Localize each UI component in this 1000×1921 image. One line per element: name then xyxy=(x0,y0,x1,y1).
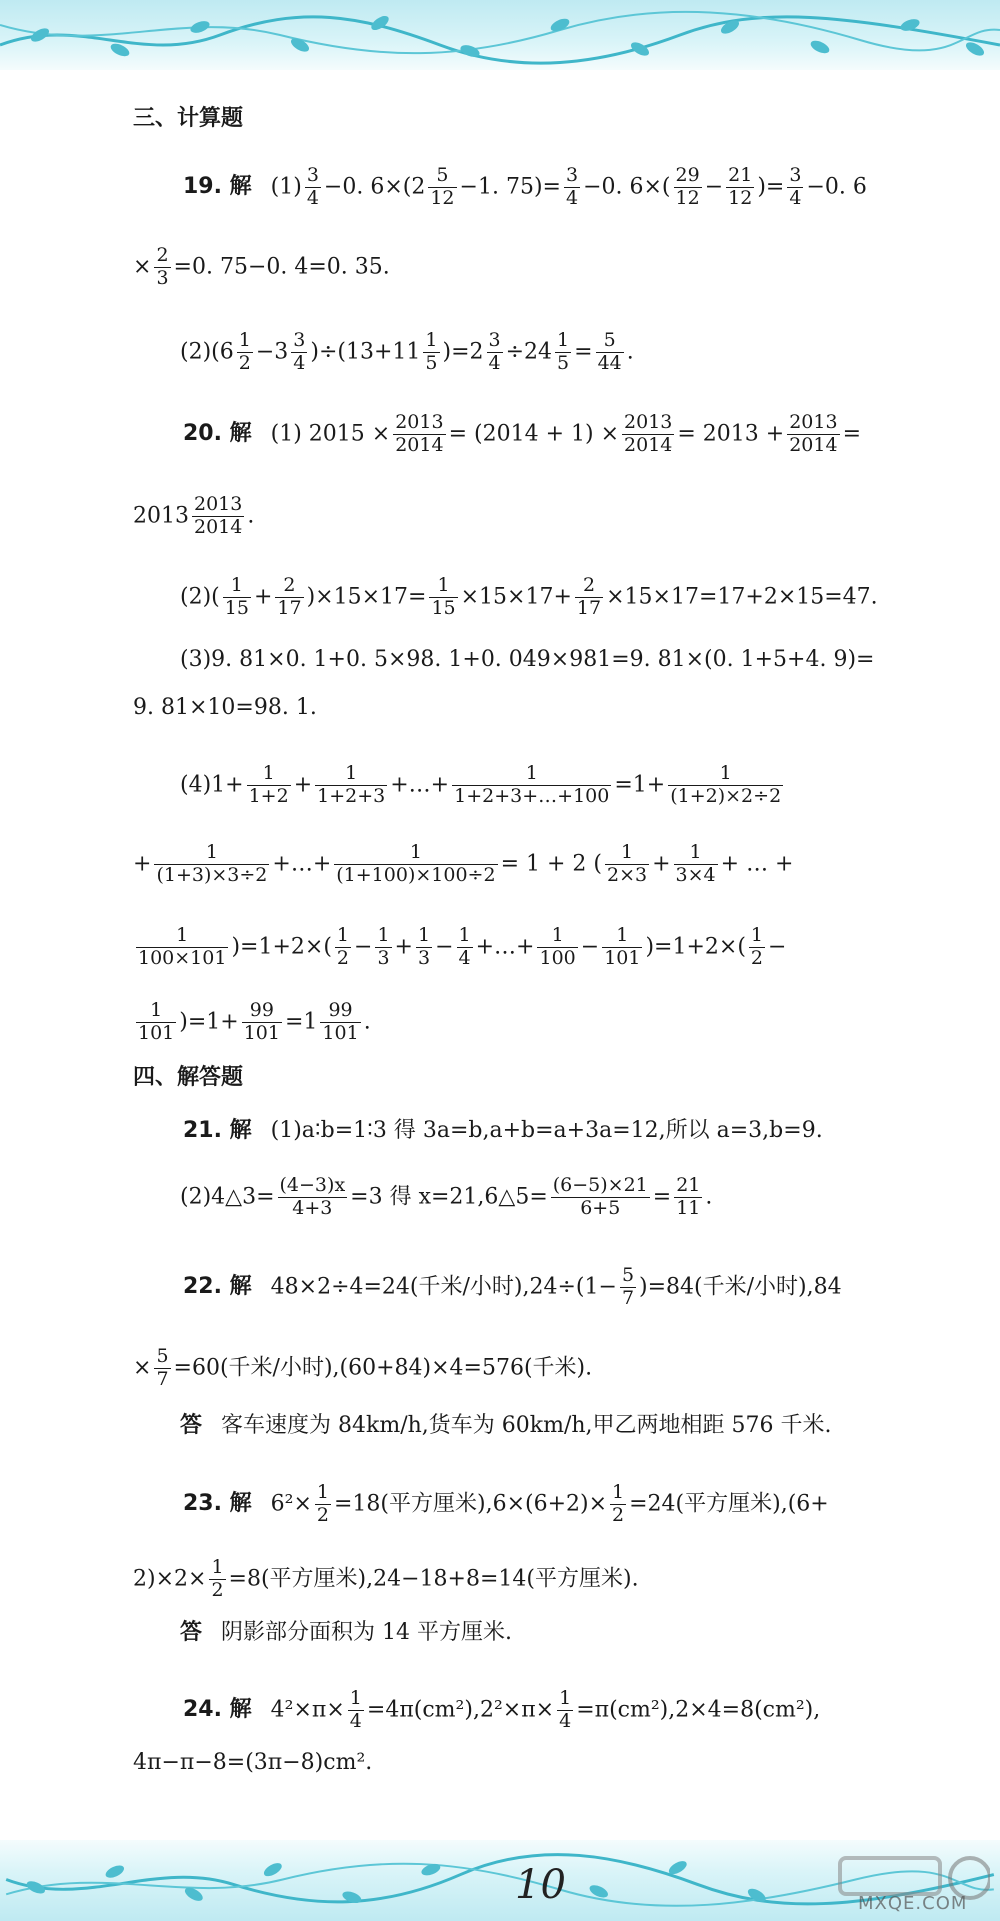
fraction: $\frac{3}{4}$ xyxy=(565,164,579,209)
q20-line-3 xyxy=(180,575,1000,620)
section-heading-answers: 四、解答题 xyxy=(133,1065,244,1090)
text-run: − xyxy=(580,934,600,960)
fraction: $\frac{5}{7}$ xyxy=(156,1345,169,1390)
section-heading-calculation: 三、计算题 xyxy=(133,106,244,131)
text-run: 6²× xyxy=(270,1491,312,1517)
fraction: $\frac{2}{17}$ xyxy=(277,574,302,619)
text-run: = 2013 + xyxy=(677,421,785,447)
q23-line-2 xyxy=(133,1557,1000,1602)
text-run: 2)×2× xyxy=(133,1566,207,1592)
fraction: $\frac{1}{2}$ xyxy=(316,1481,329,1526)
text-run: −0. 6×( xyxy=(583,174,671,200)
text-run: 客车速度为 84km/h,货车为 60km/h,甲乙两地相距 576 千米. xyxy=(221,1413,832,1438)
q24-line-2: 4π−π−8=(3π−8)cm². xyxy=(133,1750,373,1775)
fraction: $\frac{2013}{2014}$ xyxy=(624,411,673,456)
text-run: =18(平方厘米),6×(6+2)× xyxy=(333,1491,608,1517)
q20-line-2 xyxy=(133,494,1000,539)
fraction: $\frac{5}{7}$ xyxy=(621,1264,635,1309)
fraction: $\frac{2013}{2014}$ xyxy=(789,411,838,456)
text-run: −1. 75)= xyxy=(459,174,561,200)
text-run: + xyxy=(293,772,313,798)
text-run: )=84(千米/小时),84 xyxy=(639,1274,842,1300)
text-run: 4²×π× xyxy=(270,1697,345,1723)
text-run: = xyxy=(652,1184,672,1210)
fraction: $\frac{1}{101}$ xyxy=(604,924,641,969)
fraction: $\frac{1}{(1+3)\times 3\div 2}$ xyxy=(156,841,268,886)
vine-decoration-top xyxy=(0,0,1000,80)
text-run: =1 xyxy=(284,1009,318,1035)
text-run: (1) 2015 × xyxy=(270,421,391,447)
text-run: − xyxy=(768,934,787,960)
q19-label: 19. 解 xyxy=(183,174,252,200)
fraction: $\frac{1}{5}$ xyxy=(557,329,570,374)
text-run: (1) xyxy=(270,174,302,200)
fraction: $\frac{2013}{2014}$ xyxy=(194,493,243,538)
fraction: $\frac{1}{2}$ xyxy=(238,329,251,374)
text-run: × xyxy=(133,254,152,280)
text-run: )÷(13+11 xyxy=(310,339,421,365)
text-run: )×15×17= xyxy=(306,584,427,610)
text-run: (2)( xyxy=(180,584,220,610)
fraction: $\frac{1}{4}$ xyxy=(559,1687,572,1732)
watermark-text: MXQE.COM xyxy=(858,1893,968,1914)
fraction: $\frac{(6-5)\times 21}{6+5}$ xyxy=(552,1174,648,1219)
text-run: =1+ xyxy=(614,772,666,798)
answer-label: 答 xyxy=(180,1413,203,1438)
q20-line-5: 9. 81×10=98. 1. xyxy=(133,695,317,720)
text-run: =3 得 x=21,6△5= xyxy=(350,1184,548,1210)
fraction: $\frac{3}{4}$ xyxy=(488,329,501,374)
fraction: $\frac{2}{17}$ xyxy=(576,574,602,619)
text-run: + … + xyxy=(720,851,794,877)
text-run: )=1+2×( xyxy=(231,934,332,960)
fraction: $\frac{99}{101}$ xyxy=(322,999,359,1044)
q24-label: 24. 解 xyxy=(183,1697,252,1723)
text-run: = xyxy=(574,339,593,365)
q23-answer xyxy=(180,1622,1000,1644)
q20-line-6 xyxy=(180,763,1000,808)
fraction: $\frac{2013}{2014}$ xyxy=(395,411,444,456)
text-run: + xyxy=(652,851,671,877)
fraction: $\frac{5}{12}$ xyxy=(430,164,455,209)
fraction: $\frac{1}{100\times 101}$ xyxy=(138,924,227,969)
fraction: $\frac{1}{2}$ xyxy=(211,1556,224,1601)
fraction: $\frac{1}{2}$ xyxy=(336,924,350,969)
top-vine-border xyxy=(0,0,1000,70)
text-run: )= xyxy=(757,174,785,200)
text-run: )=1+2×( xyxy=(645,934,746,960)
fraction: $\frac{1}{3\times 4}$ xyxy=(675,841,716,886)
q20-line-1 xyxy=(183,412,1000,457)
q20-line-9 xyxy=(133,1000,1000,1045)
q21-label: 21. 解 xyxy=(183,1118,252,1143)
text-run: )=2 xyxy=(442,339,484,365)
fraction: $\frac{21}{12}$ xyxy=(728,164,753,209)
fraction: $\frac{1}{100}$ xyxy=(539,924,576,969)
fraction: $\frac{1}{2}$ xyxy=(750,924,764,969)
text-run: 阴影部分面积为 14 平方厘米. xyxy=(221,1620,512,1645)
fraction: $\frac{(4-3)x}{4+3}$ xyxy=(279,1174,346,1219)
text-run: . xyxy=(705,1184,713,1210)
q20-line-4: (3)9. 81×0. 1+0. 5×98. 1+0. 049×981=9. 81×(0. 1+5+4. 9)= xyxy=(180,647,875,672)
answer-label: 答 xyxy=(180,1620,203,1645)
text-run: − xyxy=(435,934,454,960)
fraction: $\frac{1}{(1+100)\times 100\div 2}$ xyxy=(336,841,496,886)
page-number: 10 xyxy=(515,1862,566,1908)
text-run: + xyxy=(253,584,273,610)
fraction: $\frac{1}{2}$ xyxy=(612,1481,625,1526)
q20-line-7 xyxy=(133,842,1000,887)
q22-line-2 xyxy=(133,1346,1000,1391)
text-run: + xyxy=(133,851,152,877)
q21-line-1 xyxy=(183,1120,1000,1142)
text-run: =4π(cm²),2²×π× xyxy=(366,1697,555,1723)
text-run: −3 xyxy=(255,339,289,365)
fraction: $\frac{1}{15}$ xyxy=(224,574,249,619)
text-run: 48×2÷4=24(千米/小时),24÷(1− xyxy=(270,1274,617,1300)
fraction: $\frac{3}{4}$ xyxy=(306,164,319,209)
text-run: +…+ xyxy=(390,772,450,798)
text-run: ×15×17+ xyxy=(460,584,572,610)
fraction: $\frac{1}{3}$ xyxy=(417,924,431,969)
fraction: $\frac{1}{5}$ xyxy=(425,329,438,374)
text-run: = (2014 + 1) × xyxy=(448,421,620,447)
text-run: (2)(6 xyxy=(180,339,234,365)
text-run: ÷24 xyxy=(505,339,553,365)
q22-line-1 xyxy=(183,1265,1000,1310)
text-run: − xyxy=(704,174,724,200)
fraction: $\frac{3}{4}$ xyxy=(293,329,306,374)
fraction: $\frac{1}{1+2+3+\dots+100}$ xyxy=(454,762,610,807)
text-run: = xyxy=(842,421,862,447)
text-run: . xyxy=(626,339,634,365)
q23-label: 23. 解 xyxy=(183,1491,252,1517)
text-run: =π(cm²),2×4=8(cm²), xyxy=(576,1697,821,1723)
q20-label: 20. 解 xyxy=(183,421,252,447)
text-run: (2)4△3= xyxy=(180,1184,275,1210)
text-run: = 1 + 2 ( xyxy=(500,851,602,877)
text-run: )=1+ xyxy=(179,1009,239,1035)
text-run: =60(千米/小时),(60+84)×4=576(千米). xyxy=(173,1355,593,1381)
q19-line-2 xyxy=(133,245,1000,290)
fraction: $\frac{1}{(1+2)\times 2\div 2}$ xyxy=(670,762,782,807)
q22-answer xyxy=(180,1415,1000,1437)
text-run: . xyxy=(247,503,255,529)
fraction: $\frac{1}{1+2+3}$ xyxy=(317,762,386,807)
fraction: $\frac{1}{101}$ xyxy=(138,999,175,1044)
text-run: (1)a∶b=1∶3 得 3a=b,a+b=a+3a=12,所以 a=3,b=9. xyxy=(270,1118,823,1143)
q22-label: 22. 解 xyxy=(183,1274,252,1300)
fraction: $\frac{1}{4}$ xyxy=(349,1687,362,1732)
text-run: (4)1+ xyxy=(180,772,244,798)
fraction: $\frac{5}{44}$ xyxy=(597,329,622,374)
fraction: $\frac{99}{101}$ xyxy=(243,999,280,1044)
fraction: $\frac{1}{2\times 3}$ xyxy=(606,841,648,886)
q19-line-1 xyxy=(183,165,1000,210)
fraction: $\frac{21}{11}$ xyxy=(676,1174,701,1219)
text-run: − xyxy=(354,934,373,960)
text-run: =8(平方厘米),24−18+8=14(平方厘米). xyxy=(228,1566,639,1592)
text-run: −0. 6×(2 xyxy=(323,174,426,200)
fraction: $\frac{1}{15}$ xyxy=(431,574,456,619)
text-run: +…+ xyxy=(475,934,535,960)
fraction: $\frac{2}{3}$ xyxy=(156,244,169,289)
text-run: + xyxy=(394,934,413,960)
text-run: +…+ xyxy=(272,851,332,877)
text-run: 2013 xyxy=(133,503,189,529)
text-run: . xyxy=(363,1009,371,1035)
text-run: ×15×17=17+2×15=47. xyxy=(606,584,878,610)
fraction: $\frac{1}{4}$ xyxy=(458,924,471,969)
text-run: =24(平方厘米),(6+ xyxy=(629,1491,829,1517)
q21-line-2 xyxy=(180,1175,1000,1220)
text-run: −0. 6 xyxy=(806,174,867,200)
q19-line-3 xyxy=(180,330,1000,375)
fraction: $\frac{29}{12}$ xyxy=(675,164,700,209)
fraction: $\frac{1}{1+2}$ xyxy=(248,762,289,807)
fraction: $\frac{3}{4}$ xyxy=(789,164,802,209)
q23-line-1 xyxy=(183,1482,1000,1527)
q20-line-8 xyxy=(133,925,1000,970)
fraction: $\frac{1}{3}$ xyxy=(377,924,390,969)
text-run: =0. 75−0. 4=0. 35. xyxy=(173,254,390,280)
text-run: × xyxy=(133,1355,152,1381)
q24-line-1 xyxy=(183,1688,1000,1733)
